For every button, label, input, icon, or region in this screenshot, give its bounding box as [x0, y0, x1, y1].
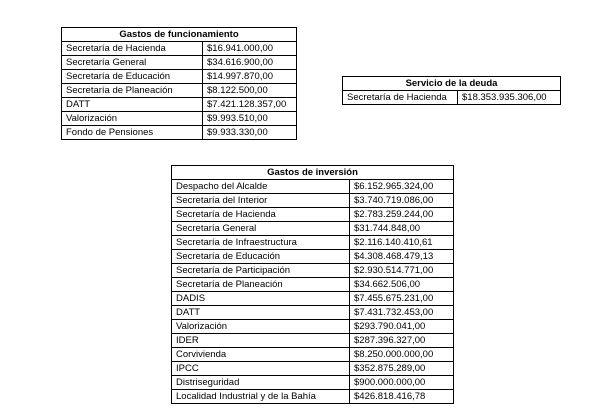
- table-row: [172, 376, 454, 390]
- row-label: DATT: [172, 306, 350, 320]
- row-label: Localidad Industrial y de la Bahía: [172, 390, 350, 404]
- table-row: [172, 362, 454, 376]
- row-label: Secretaría de Educación: [62, 70, 203, 84]
- table-row: [172, 250, 454, 264]
- row-label: Secretaría de Hacienda: [62, 42, 203, 56]
- row-label: Despacho del Alcalde: [172, 180, 350, 194]
- table-title: Servicio de la deuda: [343, 77, 561, 91]
- row-value: $34.662.506,00: [350, 278, 454, 292]
- row-value: $8.250.000.000,00: [350, 348, 454, 362]
- table-row: [172, 334, 454, 348]
- table-title: Gastos de inversión: [172, 166, 454, 180]
- table-row: [172, 278, 454, 292]
- row-value: $31.744.848,00: [350, 222, 454, 236]
- table-servicio-deuda: [342, 76, 561, 105]
- row-label: Secretaría General: [172, 222, 350, 236]
- row-label: Valorización: [172, 320, 350, 334]
- row-value: $7.431.732.453,00: [350, 306, 454, 320]
- table-row: [172, 208, 454, 222]
- table-row: [172, 194, 454, 208]
- row-value: $9.993.510,00: [203, 112, 297, 126]
- row-value: $9.933.330,00: [203, 126, 297, 140]
- row-label: Secretaría de Participación: [172, 264, 350, 278]
- row-value: $2.783.259.244,00: [350, 208, 454, 222]
- row-label: Secretaría de Planeación: [172, 278, 350, 292]
- row-value: $34.616.900,00: [203, 56, 297, 70]
- row-value: $4.308.468.479,13: [350, 250, 454, 264]
- row-value: $7.421.128.357,00: [203, 98, 297, 112]
- table-row: [172, 292, 454, 306]
- row-value: $293.790.041,00: [350, 320, 454, 334]
- row-label: Secretaría de Planeación: [62, 84, 203, 98]
- row-label: IDER: [172, 334, 350, 348]
- row-value: $426.818.416,78: [350, 390, 454, 404]
- row-value: $3.740.719.086,00: [350, 194, 454, 208]
- row-label: Secretaría de Hacienda: [343, 91, 458, 105]
- row-value: $2.930.514.771,00: [350, 264, 454, 278]
- row-label: Valorización: [62, 112, 203, 126]
- row-value: $352.875.289,00: [350, 362, 454, 376]
- table-row: [172, 348, 454, 362]
- table-row: [62, 84, 297, 98]
- table-row: [172, 236, 454, 250]
- table-header-row: [62, 28, 297, 42]
- row-value: $7.455.675.231,00: [350, 292, 454, 306]
- row-label: IPCC: [172, 362, 350, 376]
- table-title: Gastos de funcionamiento: [62, 28, 297, 42]
- row-value: $2.116.140.410,61: [350, 236, 454, 250]
- table-row: [172, 390, 454, 404]
- row-value: $6.152.965.324,00: [350, 180, 454, 194]
- row-label: Fondo de Pensiones: [62, 126, 203, 140]
- table-row: [172, 180, 454, 194]
- table-row: [172, 320, 454, 334]
- table-header-row: [172, 166, 454, 180]
- row-label: Corvivienda: [172, 348, 350, 362]
- table-header-row: [343, 77, 561, 91]
- table-row: [343, 91, 561, 105]
- row-value: $8.122.500,00: [203, 84, 297, 98]
- row-value: $18.353.935.306,00: [458, 91, 561, 105]
- row-label: DATT: [62, 98, 203, 112]
- table-row: [62, 56, 297, 70]
- table-row: [172, 306, 454, 320]
- row-label: Secretaría de Educación: [172, 250, 350, 264]
- row-label: Secretaría del Interior: [172, 194, 350, 208]
- table-row: [62, 42, 297, 56]
- table-gastos-funcionamiento: [61, 27, 297, 140]
- table-row: [62, 98, 297, 112]
- row-value: $14.997.870,00: [203, 70, 297, 84]
- table-row: [172, 222, 454, 236]
- row-value: $287.396.327,00: [350, 334, 454, 348]
- table-row: [62, 112, 297, 126]
- table-row: [62, 126, 297, 140]
- row-label: Distriseguridad: [172, 376, 350, 390]
- row-label: DADIS: [172, 292, 350, 306]
- row-label: Secretaría General: [62, 56, 203, 70]
- row-label: Secretaría de Hacienda: [172, 208, 350, 222]
- table-gastos-inversion: [171, 165, 454, 404]
- table-row: [172, 264, 454, 278]
- table-row: [62, 70, 297, 84]
- row-value: $16.941.000,00: [203, 42, 297, 56]
- row-value: $900.000.000,00: [350, 376, 454, 390]
- row-label: Secretaría de Infraestructura: [172, 236, 350, 250]
